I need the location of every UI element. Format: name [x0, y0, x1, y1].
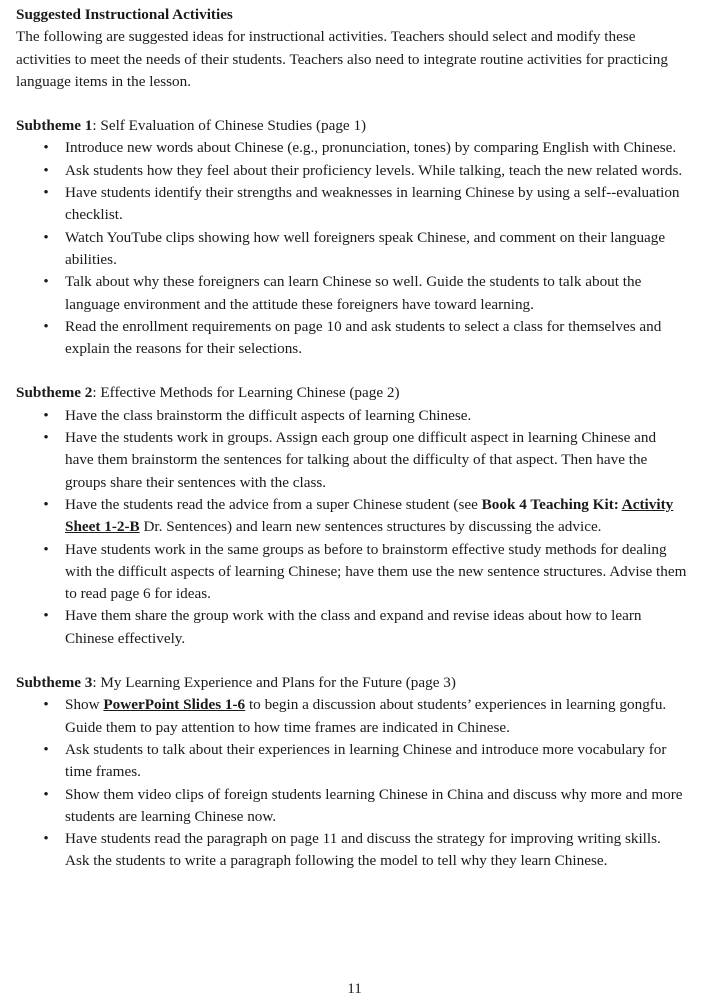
subtheme-3-title [16, 672, 688, 694]
list-item-text: Read the enrollment requirements on page 10 and ask students to select a class for themselves and explain the reasons for their selections. [65, 317, 662, 358]
bullet-icon: • [43, 696, 49, 714]
list-item [16, 784, 688, 829]
list-item [16, 539, 688, 606]
list-item-text-part: Show [65, 696, 104, 714]
list-item-text: Have students read the paragraph on page 11 and discuss the strategy for improving writing skills. Ask the students to write a paragraph following the model to tell why they learn Chinese. [65, 830, 661, 870]
intro-paragraph: The following are suggested ideas for instructional activities. Teachers should select and modify these activities to meet the needs of their students. Teachers also need to integrate routine activities for practicing language items in the lesson. [16, 28, 668, 90]
bullet-icon: • [43, 273, 49, 291]
subtheme-2-title [16, 382, 688, 404]
subtheme-1-title-text: : Self Evaluation of Chinese Studies (page 1) [92, 117, 367, 135]
subtheme-3-section [16, 672, 688, 873]
list-item-text: Show them video clips of foreign students learning Chinese in China and discuss why more and more students are learning Chinese now. [65, 785, 683, 825]
list-item-text: Watch YouTube clips showing how well foreigners speak Chinese, and comment on their language abilities. [65, 228, 666, 268]
bullet-icon: • [43, 830, 49, 848]
list-item-text: Have the students work in groups. Assign each group one difficult aspect in learning Chinese and have them brainstorm the sentences for talking about the difficulty of that aspect. Then have the groups share their sentences with the class. [65, 429, 657, 491]
list-item [16, 828, 688, 873]
list-item-text-part: Dr. Sentences) and learn new sentences structures by discussing the advice. [139, 518, 602, 536]
bullet-icon: • [43, 228, 49, 246]
bullet-icon: • [43, 785, 49, 803]
page-heading: Suggested Instructional Activities [16, 6, 233, 23]
bullet-icon: • [43, 740, 49, 758]
list-item [16, 160, 688, 182]
list-item-text: Introduce new words about Chinese (e.g., pronunciation, tones) by comparing English with Chinese. [65, 139, 677, 157]
list-item [16, 605, 688, 650]
subtheme-1-label: Subtheme 1 [16, 117, 93, 135]
bullet-icon: • [43, 317, 49, 335]
bullet-icon: • [43, 406, 49, 424]
bullet-icon: • [43, 429, 49, 447]
subtheme-3-label: Subtheme 3 [16, 674, 93, 692]
list-item-text: Have students identify their strengths and weaknesses in learning Chinese by using a self--evaluation checklist. [65, 184, 680, 224]
list-item [16, 316, 688, 361]
list-item [16, 271, 688, 316]
list-item [16, 137, 688, 159]
list-item-text-part: Have the students read the advice from a super Chinese student (see [65, 495, 482, 513]
list-item [16, 494, 688, 539]
subtheme-1-list [16, 137, 688, 360]
bullet-icon: • [43, 540, 49, 558]
list-item [16, 427, 688, 494]
bullet-icon: • [43, 139, 49, 157]
list-item-text: Have students work in the same groups as before to brainstorm effective study methods for dealing with the difficult aspects of learning Chinese; have them use the new sentence structures. Advise them to read page 6 for ideas. [65, 540, 687, 603]
powerpoint-slides-link[interactable]: PowerPoint Slides 1-6 [103, 696, 246, 714]
subtheme-1-section [16, 115, 688, 360]
document-page [16, 4, 688, 873]
bullet-icon: • [43, 607, 49, 625]
list-item-text: Have the class brainstorm the difficult aspects of learning Chinese. [65, 406, 472, 424]
list-item [16, 694, 688, 739]
list-item-text: Ask students to talk about their experiences in learning Chinese and introduce more vocabulary for time frames. [65, 740, 667, 781]
subtheme-3-list [16, 694, 688, 872]
bullet-icon: • [43, 161, 49, 179]
page-number: 11 [347, 980, 362, 997]
subtheme-2-list [16, 405, 688, 650]
list-item [16, 182, 688, 227]
subtheme-2-title-text: : Effective Methods for Learning Chinese (page 2) [92, 384, 400, 402]
list-item [16, 739, 688, 784]
subtheme-2-label: Subtheme 2 [16, 384, 93, 402]
activity-sheet-link[interactable]: Activity Sheet 1-2-B [65, 495, 674, 536]
list-item-text: Talk about why these foreigners can learn Chinese so well. Guide the students to talk about the language environment and the attitude these foreigners have toward learning. [65, 273, 642, 313]
bullet-icon: • [43, 184, 49, 202]
bullet-icon: • [43, 495, 49, 513]
subtheme-1-title [16, 115, 688, 137]
list-item [16, 405, 688, 427]
teaching-kit-reference: Book 4 Teaching Kit: [481, 495, 622, 513]
subtheme-3-title-text: : My Learning Experience and Plans for the Future (page 3) [92, 674, 456, 692]
list-item-text: Have them share the group work with the class and expand and revise ideas about how to learn Chinese effectively. [65, 607, 642, 647]
list-item-text-part: to begin a discussion about students’ experiences in learning gongfu. Guide them to pay attention to how time frames are indicated in Chinese. [65, 696, 667, 736]
list-item [16, 227, 688, 272]
list-item-text: Ask students how they feel about their proficiency levels. While talking, teach the new related words. [65, 161, 683, 179]
subtheme-2-section [16, 382, 688, 650]
